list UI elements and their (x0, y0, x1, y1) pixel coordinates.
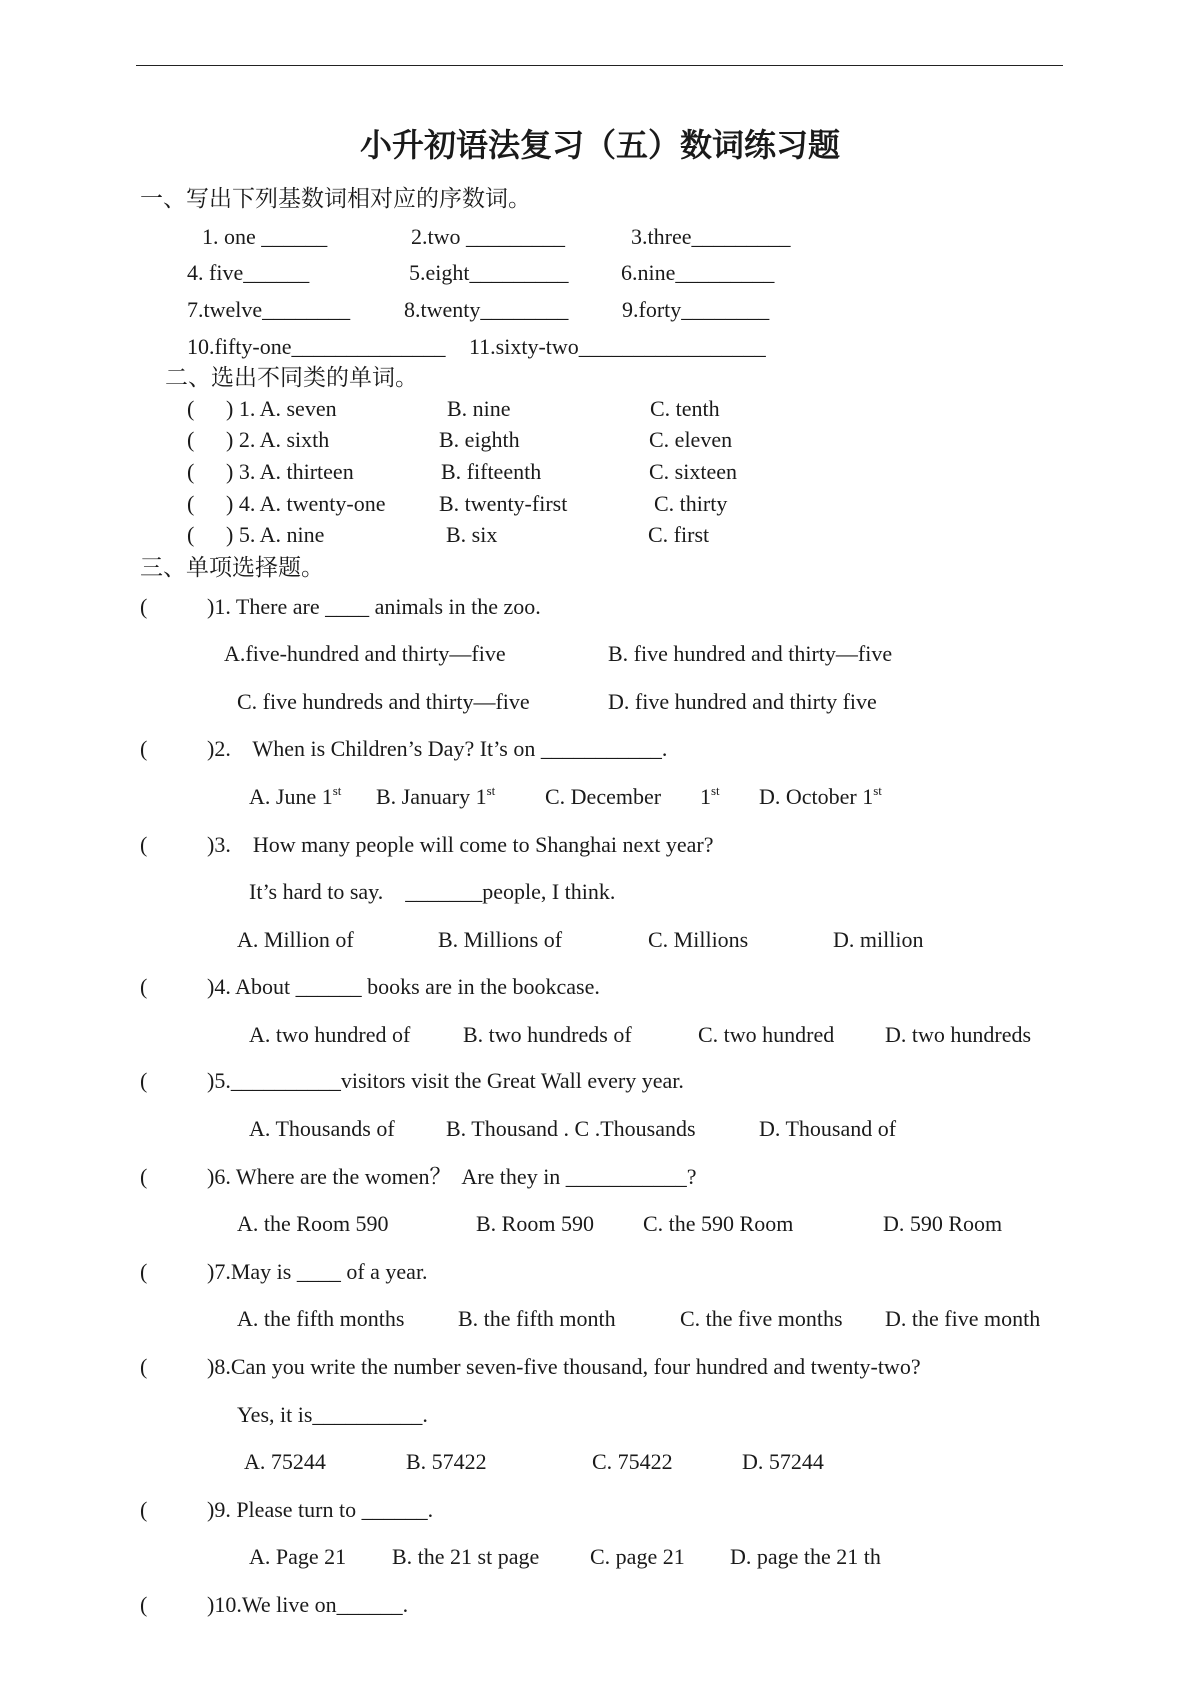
option-b: B. six (446, 522, 498, 547)
answer-paren: ( (140, 1497, 148, 1522)
option-text: A. June 1 (249, 784, 333, 809)
option: D. 590 Room (883, 1211, 1003, 1236)
option: B. two hundreds of (463, 1022, 632, 1047)
option-b: B. nine (447, 396, 511, 421)
option (376, 784, 495, 810)
question-stem: )10.We live on______. (207, 1592, 409, 1617)
option (759, 784, 882, 810)
question-stem: )5.__________visitors visit the Great Wall every year. (207, 1068, 684, 1093)
answer-paren: ( (187, 522, 195, 547)
option-b: B. eighth (439, 427, 520, 452)
ordinal-suffix: st (873, 783, 882, 798)
option: C. the 590 Room (643, 1211, 794, 1236)
question-stem: )7.May is ____ of a year. (207, 1259, 428, 1284)
option: A. the fifth months (237, 1306, 405, 1331)
ordinal-item: 11.sixty-two_________________ (469, 334, 766, 359)
option-a: ) 2. A. sixth (226, 427, 330, 452)
page-title: 小升初语法复习（五）数词练习题 (359, 127, 840, 163)
option-date-number (700, 784, 720, 810)
option-text: 1 (700, 784, 711, 809)
option-a: ) 3. A. thirteen (226, 459, 354, 484)
option: D. Thousand of (759, 1116, 897, 1141)
option-a: ) 1. A. seven (226, 396, 337, 421)
answer-paren: ( (140, 974, 148, 999)
option: C. two hundred (698, 1022, 835, 1047)
option: A. 75244 (244, 1449, 326, 1474)
option: D. five hundred and thirty five (608, 689, 877, 714)
option-c: C. thirty (654, 491, 728, 516)
option: C. the five months (680, 1306, 843, 1331)
answer-paren: ( (140, 832, 148, 857)
ordinal-suffix: st (711, 783, 720, 798)
question-stem: )2. When is Children’s Day? It’s on ___________. (207, 736, 668, 761)
question-stem: )1. There are ____ animals in the zoo. (207, 594, 541, 619)
option (249, 784, 341, 810)
ordinal-suffix: st (332, 783, 342, 798)
option: C. page 21 (590, 1544, 685, 1569)
option: A. Million of (237, 927, 354, 952)
answer-paren: ( (187, 491, 195, 516)
ordinal-item: 6.nine_________ (621, 260, 775, 285)
answer-paren: ( (187, 459, 195, 484)
ordinal-item: 3.three_________ (631, 224, 791, 249)
option-text: B. January 1 (376, 784, 487, 809)
option-text: C. December (545, 784, 662, 809)
option: C. Millions (648, 927, 749, 952)
option: C. 75422 (592, 1449, 673, 1474)
answer-paren: ( (140, 1068, 148, 1093)
option: D. the five month (885, 1306, 1041, 1331)
ordinal-item: 7.twelve________ (187, 297, 351, 322)
answer-paren: ( (187, 396, 195, 421)
ordinal-item: 2.two _________ (411, 224, 565, 249)
header-rule (136, 65, 1063, 66)
option: A. Page 21 (249, 1544, 347, 1569)
option: A.five-hundred and thirty—five (224, 641, 506, 666)
option: B. Room 590 (476, 1211, 594, 1236)
option: D. page the 21 th (730, 1544, 881, 1569)
option: B. five hundred and thirty—five (608, 641, 893, 666)
option: B. the fifth month (458, 1306, 616, 1331)
option: D. 57244 (742, 1449, 824, 1474)
ordinal-item: 4. five______ (187, 260, 310, 285)
option-a: ) 5. A. nine (226, 522, 325, 547)
answer-paren: ( (140, 1592, 148, 1617)
ordinal-item: 8.twenty________ (404, 297, 569, 322)
question-stem: )4. About ______ books are in the bookcase. (207, 974, 600, 999)
option: A. two hundred of (249, 1022, 411, 1047)
option: B. Millions of (438, 927, 563, 952)
option-b: B. twenty-first (439, 491, 568, 516)
option-c: C. eleven (649, 427, 733, 452)
answer-paren: ( (140, 594, 148, 619)
ordinal-item: 5.eight_________ (409, 260, 569, 285)
option: B. 57422 (406, 1449, 487, 1474)
question-stem: )8.Can you write the number seven-five thousand, four hundred and twenty-two? (207, 1354, 921, 1379)
ordinal-item: 9.forty________ (622, 297, 770, 322)
option: C. five hundreds and thirty—five (237, 689, 530, 714)
question-stem: )6. Where are the women？ Are they in ___________? (207, 1164, 697, 1189)
option: D. million (833, 927, 924, 952)
question-stem: )3. How many people will come to Shanghai next year? (207, 832, 714, 857)
option: B. the 21 st page (392, 1544, 540, 1569)
option-a: ) 4. A. twenty-one (226, 491, 386, 516)
option: A. Thousands of (249, 1116, 395, 1141)
answer-line: It’s hard to say. _______people, I think. (249, 879, 616, 904)
option: B. Thousand . C .Thousands (446, 1116, 696, 1141)
option-c: C. first (648, 522, 710, 547)
option-c: C. tenth (650, 396, 720, 421)
ordinal-suffix: st (486, 783, 496, 798)
option: D. two hundreds (885, 1022, 1032, 1047)
answer-line: Yes, it is__________. (237, 1402, 428, 1427)
question-stem: )9. Please turn to ______. (207, 1497, 434, 1522)
ordinal-item: 1. one ______ (202, 224, 328, 249)
answer-paren: ( (140, 1164, 148, 1189)
option-c: C. sixteen (649, 459, 737, 484)
option-b: B. fifteenth (441, 459, 542, 484)
answer-paren: ( (140, 736, 148, 761)
section1-heading: 一、写出下列基数词相对应的序数词。 (140, 186, 531, 211)
option: A. the Room 590 (237, 1211, 389, 1236)
answer-paren: ( (140, 1259, 148, 1284)
answer-paren: ( (140, 1354, 148, 1379)
section3-heading: 三、单项选择题。 (140, 555, 324, 580)
option-text: D. October 1 (759, 784, 874, 809)
section2-heading: 二、选出不同类的单词。 (165, 365, 418, 390)
ordinal-item: 10.fifty-one______________ (187, 334, 446, 359)
option (545, 784, 661, 810)
answer-paren: ( (187, 427, 195, 452)
